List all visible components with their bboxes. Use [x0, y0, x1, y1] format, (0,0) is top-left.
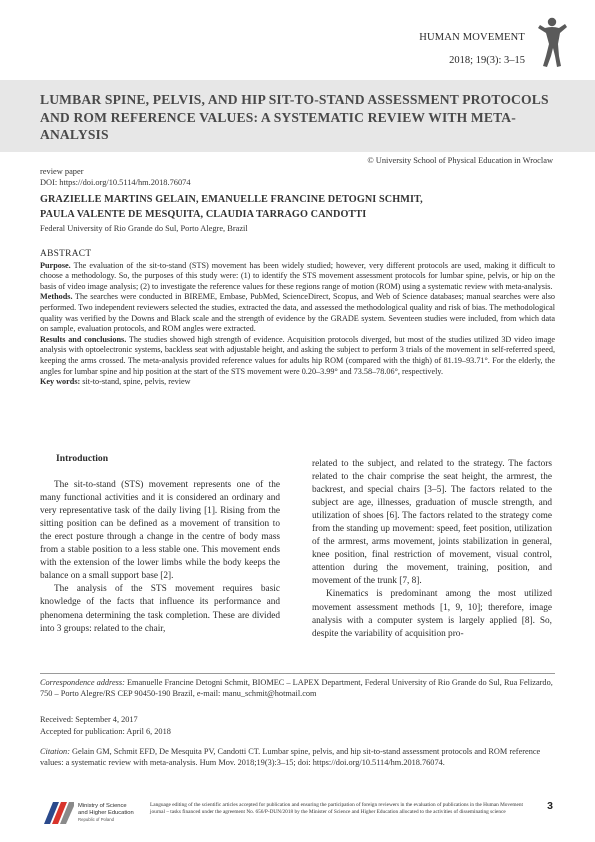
- ministry-logo: [44, 800, 149, 826]
- athlete-figure-icon: [535, 16, 569, 68]
- keywords-text: sit-to-stand, spine, pelvis, review: [80, 377, 191, 387]
- section-heading-introduction: Introduction: [56, 453, 109, 464]
- body-column-left: [40, 452, 280, 636]
- funding-note: Language editing of the scientific articles accepted for publication and ensuring the participation of foreign reviewers in the evaluation of publications in the Human Movement journal – tasks financed under the agreement No. 656/P-DUN/2018 by the Minister of Science and Higher Education allocated to the activities of disseminating science: [150, 802, 524, 816]
- page-header: [0, 0, 595, 80]
- abstract-purpose: [40, 261, 555, 293]
- citation-label: Citation:: [40, 747, 70, 756]
- abstract-heading: ABSTRACT: [40, 249, 92, 259]
- methods-label: Methods.: [40, 292, 73, 302]
- citation: [40, 746, 555, 769]
- ministry-line-2: and Higher Education: [78, 809, 134, 816]
- journal-name: HUMAN MOVEMENT: [419, 32, 525, 43]
- results-text: The studies showed high strength of evidence. Acquisition protocols diverged, but most of the studies utilized 3D video image analysis with optoelectronic systems, backless seat with adjustable height, and asking the subject to perform 3 trials of the movement in self-referred speed, keeping the arms crossed. The meta-analysis provided reference values for adults hip ROM (compared with the thigh) of 81.19–93.71°. For the elderly, the angles for lumbar spine and hip position at the start of the STS movement were 0.20–3.99° and 73.58–78.06°, respectively.: [40, 334, 555, 376]
- ministry-line-3: Republic of Poland: [78, 816, 115, 822]
- abstract-keywords: [40, 377, 555, 388]
- doi-link[interactable]: DOI: https://doi.org/10.5114/hm.2018.76074: [40, 178, 191, 187]
- authors-line-1: GRAZIELLE MARTINS GELAIN, EMANUELLE FRANCINE DETOGNI SCHMIT,: [40, 194, 423, 205]
- journal-info: [419, 26, 525, 72]
- purpose-text: The evaluation of the sit-to-stand (STS) movement has been widely studied; however, very different protocols are used, making it difficult to choose a methodology. So, the purposes of this study were: (1) to identify the STS movement assessment protocols for lumbar spine, pelvis, or hip on the basis of video image analysis; (2) to investigate the reference values for these regions range of motion (ROM) using a systematic review with meta-analysis.: [40, 260, 555, 291]
- authors-line-2: PAULA VALENTE DE MESQUITA, CLAUDIA TARRAGO CANDOTTI: [40, 209, 367, 220]
- ministry-line-1: Ministry of Science: [78, 803, 127, 809]
- correspondence-label: Correspondence address:: [40, 678, 125, 687]
- affiliation: Federal University of Rio Grande do Sul, Porto Alegre, Brazil: [40, 224, 248, 233]
- body-column-right: [312, 458, 552, 641]
- article-title: LUMBAR SPINE, PELVIS, AND HIP SIT-TO-STAND ASSESSMENT PROTOCOLS AND ROM REFERENCE VALUES: A SYSTEMATIC REVIEW WITH META-ANALYSIS: [40, 92, 549, 142]
- body-paragraph: The sit-to-stand (STS) movement represents one of the many functional activities and it is considered an ordinary and very representative task of the daily living [1]. Rising from the sitting position can be defined as a movement of transition to the erect posture through a change in the centre of body mass from a stable position to a less stable one. This movement ends with the extension of the lower limbs while the body keeps the balance on a small support base [2].: [40, 480, 280, 582]
- ministry-emblem-icon: [44, 802, 74, 824]
- body-paragraph: The analysis of the STS movement requires basic knowledge of the facts that influence its performance and phenomena determining the task completion. These are divided into 3 groups: related to the chair,: [40, 584, 280, 634]
- body-paragraph: related to the subject, and related to the strategy. The factors related to the chair comprise the seat height, the armrest, the backrest, and special chairs [3–5]. The factors related to the subject are age, illnesses, graduation of muscle strength, and utilization of shoes [6]. The factors related to the strategy come from the standing up movement: speed, feet position, utilization of the armrest, arms movement, joints stabilization in general, knee position, final restriction of movement, visual control, attention during the movement, training, position, and movement of the trunk [7, 8].: [312, 459, 552, 587]
- ministry-name: [78, 803, 134, 823]
- accepted-date: Accepted for publication: April 6, 2018: [40, 726, 171, 736]
- article-meta: [40, 166, 191, 188]
- correspondence-text: Emanuelle Francine Detogni Schmit, BIOMEC – LAPEX Department, Federal University of Rio Grande do Sul, Rua Felizardo, 750 – Porto Alegre/RS CEP 90450-190 Brazil, e-mail: manu_schmit@hotmail.com: [40, 678, 553, 699]
- body-paragraph: Kinematics is predominant among the most utilized movement assessment methods [1, 9, 10]; therefore, image analysis with a computer system is largely applied [8]. So, despite the variability of acquisition pro-: [312, 589, 552, 639]
- keywords-label: Key words:: [40, 377, 81, 387]
- publication-dates: [40, 714, 171, 737]
- purpose-label: Purpose.: [40, 260, 71, 270]
- received-date: Received: September 4, 2017: [40, 715, 138, 724]
- journal-volume: 2018; 19(3): 3–15: [449, 55, 525, 66]
- author-list: [40, 192, 560, 222]
- abstract-methods: [40, 292, 555, 334]
- page-number: 3: [547, 800, 553, 812]
- abstract: [40, 249, 555, 388]
- citation-text: Gelain GM, Schmit EFD, De Mesquita PV, Candotti CT. Lumbar spine, pelvis, and hip sit-to-stand assessment protocols and ROM reference values: a systematic review with meta-analysis. Hum Mov. 2018;19(3):3–15; doi: https://doi.org/10.5114/hm.2018.76074.: [40, 747, 541, 768]
- abstract-results: [40, 335, 555, 377]
- results-label: Results and conclusions.: [40, 334, 127, 344]
- paper-type: review paper: [40, 167, 84, 176]
- methods-text: The searches were conducted in BIREME, Embase, PubMed, ScienceDirect, Scopus, and Web of Science databases; manual searches were also performed. Two independent reviewers selected the studies, extracted the data, and assessed the methodological quality and risk of bias. The methodological quality was verified by the Downs and Black scale and the strength of evidence by the GRADE system. Seventeen studies were included, from which data on sample, evaluation protocols, and ROM angles were extracted.: [40, 292, 555, 334]
- correspondence-address: [40, 673, 555, 700]
- copyright-notice: © University School of Physical Education in Wroclaw: [367, 156, 553, 165]
